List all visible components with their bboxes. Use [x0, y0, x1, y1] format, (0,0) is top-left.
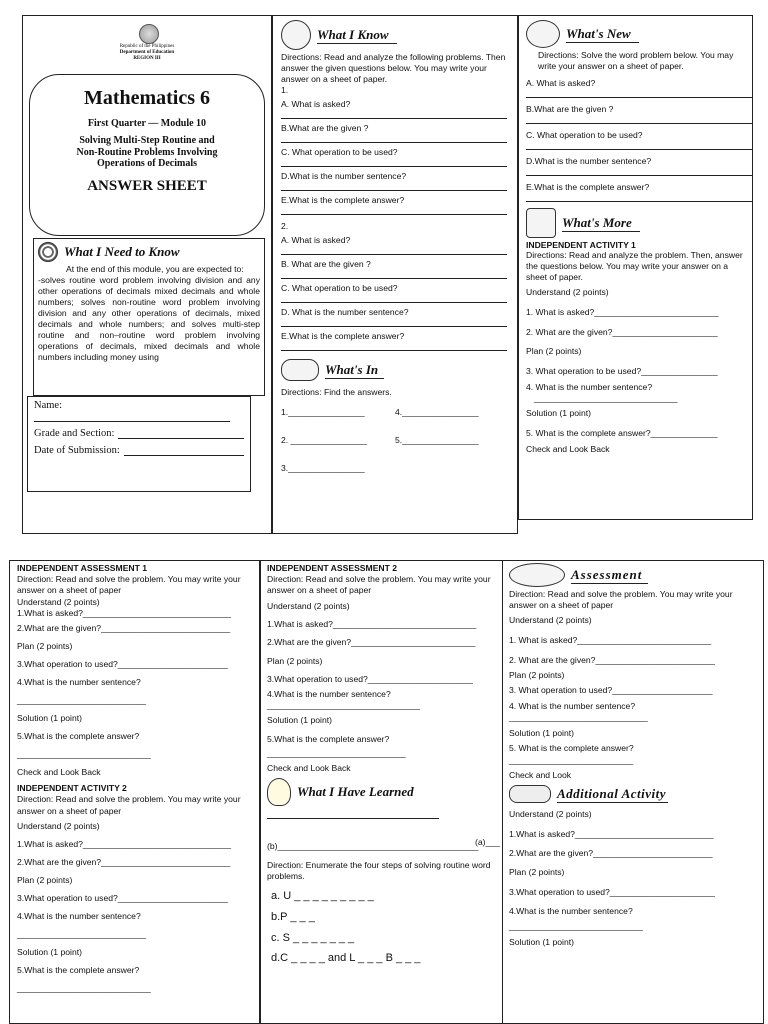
student-info-box — [27, 396, 251, 492]
assessment-q2[interactable]: 2. What are the given?_________________________ — [509, 654, 715, 665]
assess2-q2[interactable]: 2.What are the given?__________________________ — [267, 637, 476, 648]
grade-field[interactable] — [118, 428, 244, 439]
activity2-heading: INDEPENDENT ACTIVITY 2 — [17, 783, 127, 794]
activity2-q4: 4.What is the number sentence? — [17, 911, 141, 922]
wik1-answer-line-2[interactable] — [281, 133, 507, 143]
additional-q4: 4.What is the number sentence? — [509, 906, 633, 917]
activity2-q5-line[interactable]: ____________________________ — [17, 983, 151, 994]
assess1-q4: 4.What is the number sentence? — [17, 677, 141, 687]
name-field[interactable] — [34, 411, 230, 422]
whats-in-item-4[interactable]: 4.________________ — [395, 407, 479, 417]
wik1-question-5: E.What is the complete answer? — [281, 195, 405, 205]
assess1-understand: Understand (2 points) — [17, 596, 100, 607]
activity2-q4-line[interactable]: ___________________________ — [17, 929, 147, 940]
whats-new-answer-line-2[interactable] — [526, 114, 752, 124]
additional-understand: Understand (2 points) — [509, 809, 592, 820]
whats-more-q4-line[interactable]: ______________________________ — [534, 393, 678, 403]
topic-line3: Operations of Decimals — [97, 158, 197, 169]
additional-title: Additional Activity — [557, 785, 667, 801]
assess2-check: Check and Look Back — [267, 763, 351, 774]
assessment-panel — [502, 560, 764, 1024]
learned-a[interactable]: (a)___ — [475, 837, 500, 847]
quarter-label: First Quarter — Module 10 — [87, 118, 207, 129]
need-to-know-title: What I Need to Know — [64, 244, 180, 259]
problem-2-label: 2. — [281, 221, 289, 231]
assessment-solution: Solution (1 point) — [509, 727, 574, 738]
grade-label: Grade and Section: — [34, 428, 115, 439]
step-check[interactable]: d.C _ _ _ _ and L _ _ _ B _ _ _ — [271, 952, 421, 965]
hand-pencil-icon — [281, 20, 311, 50]
deped-seal-icon — [139, 24, 159, 44]
whats-new-answer-line-1[interactable] — [526, 88, 752, 98]
assess2-understand: Understand (2 points) — [267, 600, 350, 611]
wik2-answer-line-4[interactable] — [281, 317, 507, 327]
learned-title: What I Have Learned — [297, 783, 414, 799]
problem-1-label: 1. — [281, 85, 289, 95]
whats-more-q5[interactable]: 5. What is the complete answer?______________ — [526, 427, 718, 438]
additional-plan: Plan (2 points) — [509, 867, 565, 878]
assess2-q1[interactable]: 1.What is asked?______________________________ — [267, 618, 477, 629]
date-label: Date of Submission: — [34, 445, 120, 456]
whats-more-q1[interactable]: 1. What is asked?__________________________ — [526, 306, 719, 317]
wik2-question-4: D. What is the number sentence? — [281, 307, 409, 317]
assessment-q1[interactable]: 1. What is asked?____________________________ — [509, 634, 712, 645]
whats-new-question-2: B.What are the given ? — [526, 104, 614, 114]
whats-more-solution: Solution (1 point) — [526, 408, 591, 419]
assess2-q5-line[interactable]: _____________________________ — [267, 748, 406, 759]
whats-more-title: What's More — [562, 215, 640, 232]
assess2-heading: INDEPENDENT ASSESSMENT 2 — [267, 563, 398, 573]
assess2-q5: 5.What is the complete answer? — [267, 733, 390, 744]
activity2-direction: Direction: Read and solve the problem. You may write your answer on a sheet of paper — [17, 794, 241, 816]
whats-more-plan: Plan (2 points) — [526, 346, 582, 357]
wik2-answer-line-5[interactable] — [281, 341, 507, 351]
whats-more-q3[interactable]: 3. What operation to be used?________________ — [526, 366, 718, 377]
assess1-q5: 5.What is the complete answer? — [17, 731, 140, 742]
whats-in-item-3[interactable]: 3.________________ — [281, 463, 365, 473]
gears-icon — [509, 785, 551, 803]
wik1-answer-line-1[interactable] — [281, 109, 507, 119]
assessment-q3[interactable]: 3. What operation to used?_____________________ — [509, 685, 713, 696]
assess2-q4-line[interactable]: ________________________________ — [267, 700, 420, 711]
wik2-answer-line-1[interactable] — [281, 245, 507, 255]
pen-writing-icon — [509, 563, 565, 587]
assessment-q5-line[interactable]: __________________________ — [509, 754, 634, 765]
additional-q4-line[interactable]: ____________________________ — [509, 921, 643, 932]
activity2-solution: Solution (1 point) — [17, 947, 82, 958]
what-i-know-directions: Directions: Read and analyze the following problems. Then answer the given questions below. You may write your answer on a sheet of paper. — [281, 52, 506, 84]
whats-new-question-1: A. What is asked? — [526, 78, 596, 88]
activity2-q3[interactable]: 3.What operation to used?_______________________ — [17, 892, 228, 903]
subject-title: Mathematics 6 — [83, 87, 211, 109]
wik2-answer-line-3[interactable] — [281, 293, 507, 303]
wik2-question-3: C. What operation to be used? — [281, 283, 398, 293]
target-icon — [38, 242, 58, 262]
stacked-blocks-icon — [526, 208, 556, 238]
whats-in-title: What's In — [325, 362, 384, 379]
whats-in-item-1[interactable]: 1.________________ — [281, 407, 365, 417]
whats-in-directions: Directions: Find the answers. — [281, 387, 392, 397]
additional-q1[interactable]: 1.What is asked?_____________________________ — [509, 828, 714, 839]
what-i-know-title: What I Know — [317, 27, 397, 44]
agency-line3: REGION III — [133, 56, 161, 61]
assess1-heading: INDEPENDENT ASSESSMENT 1 — [17, 563, 148, 573]
whats-more-check: Check and Look Back — [526, 443, 610, 454]
assessment-check: Check and Look — [509, 769, 572, 780]
assess2-q3[interactable]: 3.What operation to used?______________________ — [267, 674, 473, 685]
wik1-question-2: B.What are the given ? — [281, 123, 369, 133]
step-understand[interactable]: a. U _ _ _ _ _ _ _ _ _ — [271, 889, 374, 902]
cover-box — [29, 74, 265, 236]
date-field[interactable] — [124, 445, 244, 456]
name-label: Name: — [34, 400, 62, 411]
assess1-q5-line[interactable]: ____________________________ — [17, 749, 151, 760]
additional-q2[interactable]: 2.What are the given?_________________________ — [509, 848, 713, 859]
assessment-direction: Direction: Read and solve the problem. You may write your answer on a sheet of paper — [509, 589, 733, 610]
activity2-q2[interactable]: 2.What are the given?___________________________ — [17, 856, 231, 867]
whats-in-item-5[interactable]: 5.________________ — [395, 435, 479, 445]
cover-panel — [22, 15, 272, 534]
whats-new-question-5: E.What is the complete answer? — [526, 182, 650, 192]
assessment-title: Assessment — [571, 567, 648, 584]
assess2-solution: Solution (1 point) — [267, 715, 332, 726]
wik1-question-4: D.What is the number sentence? — [281, 171, 407, 181]
wik1-answer-line-4[interactable] — [281, 181, 507, 191]
wik1-answer-line-3[interactable] — [281, 157, 507, 167]
whats-more-heading: INDEPENDENT ACTIVITY 1 — [526, 240, 636, 250]
assess2-direction: Direction: Read and solve the problem. You may write your answer on a sheet of paper — [267, 574, 491, 596]
whats-new-question-4: D.What is the number sentence? — [526, 156, 652, 166]
learned-direction: Direction: Enumerate the four steps of solving routine word problems. — [267, 859, 491, 881]
assess1-q2[interactable]: 2.What are the given?___________________________ — [17, 622, 231, 633]
wik2-question-1: A. What is asked? — [281, 235, 351, 245]
activity2-understand: Understand (2 points) — [17, 820, 100, 831]
need-to-know-intro: At the end of this module, you are expected to: — [66, 264, 244, 274]
assessment-plan: Plan (2 points) — [509, 670, 565, 681]
assess1-direction: Direction: Read and solve the problem. You may write your answer on a sheet of paper — [17, 574, 241, 596]
topic-line1: Solving Multi-Step Routine and — [79, 135, 215, 146]
wik2-question-5: E.What is the complete answer? — [281, 331, 405, 341]
wik1-question-1: A. What is asked? — [281, 99, 351, 109]
wik1-answer-line-5[interactable] — [281, 205, 507, 215]
whats-new-directions: Directions: Solve the word problem below. You may write your answer on a sheet of paper. — [538, 50, 734, 71]
whats-new-panel — [518, 15, 753, 520]
need-to-know-body: -solves routine word problem involving division and any other operations of decimals mixed decimals and whole numbers; solves non-routine word problem involving division and any other operations of decimals, mixed decimals and whole numbers; and solves multi-step routine and non–routine word problem involving operations of decimals, mixed decimals and whole numbers including money using — [38, 275, 260, 362]
whats-new-answer-line-5[interactable] — [526, 192, 752, 202]
thinking-head-icon — [526, 20, 560, 48]
learned-line-a[interactable] — [267, 806, 439, 819]
assess2-plan: Plan (2 points) — [267, 655, 323, 666]
additional-solution: Solution (1 point) — [509, 936, 574, 947]
assessment1-panel — [9, 560, 260, 1024]
activity2-q5: 5.What is the complete answer? — [17, 965, 140, 976]
topic-line2: Non-Routine Problems Involving — [76, 146, 218, 158]
learned-b[interactable]: (b)__________________________________________ — [267, 840, 479, 851]
what-i-know-panel — [272, 15, 518, 534]
assessment2-panel — [260, 560, 503, 1024]
step-solve[interactable]: c. S _ _ _ _ _ _ _ — [271, 931, 355, 944]
assess1-q3[interactable]: 3.What operation to used?_______________________ — [17, 658, 228, 669]
whats-new-answer-line-4[interactable] — [526, 166, 752, 176]
whats-more-understand: Understand (2 points) — [526, 287, 609, 297]
assessment-understand: Understand (2 points) — [509, 615, 592, 625]
lightbulb-icon — [267, 778, 291, 806]
activity2-plan: Plan (2 points) — [17, 874, 73, 885]
wik1-question-3: C. What operation to be used? — [281, 147, 398, 157]
whats-more-q4: 4. What is the number sentence? — [526, 381, 653, 392]
assess2-q4: 4.What is the number sentence? — [267, 688, 391, 699]
agency-line1: Republic of the Philippines — [119, 44, 175, 49]
whats-in-item-2[interactable]: 2. ________________ — [281, 435, 368, 445]
pointing-hand-icon — [281, 359, 319, 381]
step-plan[interactable]: b.P _ _ _ — [271, 910, 315, 923]
answer-sheet-title: ANSWER SHEET — [87, 177, 207, 194]
additional-q3[interactable]: 3.What operation to used?______________________ — [509, 886, 715, 897]
whats-more-q2[interactable]: 2. What are the given?______________________ — [526, 326, 718, 337]
assessment-q4: 4. What is the number sentence? — [509, 701, 636, 712]
wik2-question-2: B. What are the given ? — [281, 259, 371, 269]
whats-new-question-3: C. What operation to be used? — [526, 130, 643, 140]
assess1-q4-line[interactable]: ___________________________ — [17, 695, 147, 706]
whats-new-answer-line-3[interactable] — [526, 140, 752, 150]
assess1-plan: Plan (2 points) — [17, 640, 73, 651]
agency-line2: Department of Education — [119, 50, 175, 55]
wik2-answer-line-2[interactable] — [281, 269, 507, 279]
whats-more-directions: Directions: Read and analyze the problem. Then, answer the questions below. You may write your answer on a sheet of paper. — [526, 250, 743, 282]
whats-new-title: What's New — [566, 26, 639, 43]
assess1-q1[interactable]: 1.What is asked?_______________________________ — [17, 607, 232, 618]
activity2-q1[interactable]: 1.What is asked?_______________________________ — [17, 838, 232, 849]
assess1-check: Check and Look Back — [17, 767, 101, 778]
need-to-know-box — [33, 238, 265, 396]
assess1-solution: Solution (1 point) — [17, 713, 82, 724]
assessment-q4-line[interactable]: _____________________________ — [509, 712, 648, 723]
assessment-q5: 5. What is the complete answer? — [509, 743, 634, 754]
